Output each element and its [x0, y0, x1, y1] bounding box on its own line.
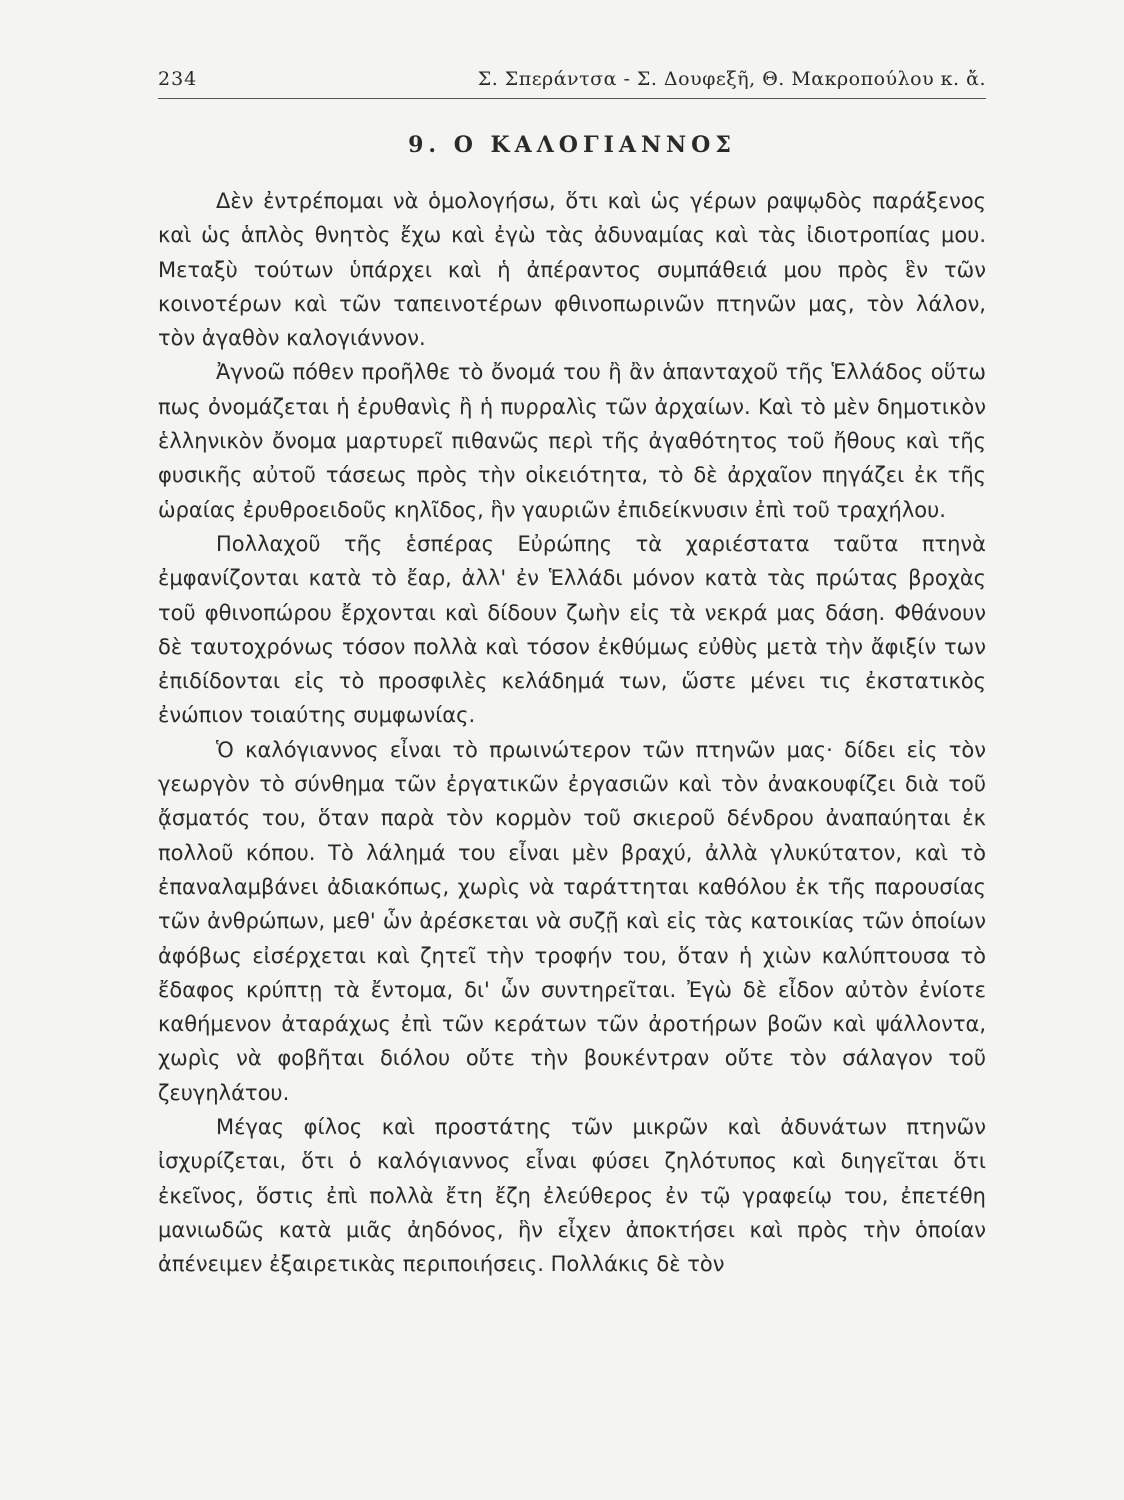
paragraph: Δὲν ἐντρέπομαι νὰ ὁμολογήσω, ὅτι καὶ ὡς γέρων ραψῳδὸς παράξενος καὶ ὡς ἁπλὸς θνητὸς ἔχω καὶ ἐγὼ τὰς ἀδυναμίας καὶ τὰς ἰδιοτροπίας μου. Μεταξὺ τούτων ὑπάρχει καὶ ἡ ἀπέραντος συμπάθειά μου πρὸς ἓν τῶν κοινοτέρων καὶ τῶν ταπεινοτέρων φθινοπωρινῶν πτηνῶν μας, τὸν λάλον, τὸν ἀγαθὸν καλογιάννον. — [158, 189, 986, 351]
paragraph: Πολλαχοῦ τῆς ἑσπέρας Εὐρώπης τὰ χαριέστατα ταῦτα πτηνὰ ἐμφανίζονται κατὰ τὸ ἔαρ, ἀλλ' ἐν Ἑλλάδι μόνον κατὰ τὰς πρώτας βροχὰς τοῦ φθινοπώρου ἔρχονται καὶ δίδουν ζωὴν εἰς τὰ νεκρά μας δάση. Φθάνουν δὲ ταυτοχρόνως τόσον πολλὰ καὶ τόσον ἐκθύμως εὐθὺς μετὰ τὴν ἄφιξίν των ἐπιδίδονται εἰς τὸ προσφιλὲς κελάδημά των, ὥστε μένει τις ἐκστατικὸς ἐνώπιον τοιαύτης συμφωνίας. — [158, 531, 986, 728]
running-head: Σ. Σπεράντσα - Σ. Δουφεξῆ, Θ. Μακροπούλου κ. ἄ. — [477, 68, 986, 90]
page-number: 234 — [158, 68, 198, 90]
body-text — [158, 184, 986, 1282]
chapter-title: 9. Ο ΚΑΛΟΓΙΑΝΝΟΣ — [408, 132, 736, 158]
paragraph: Μέγας φίλος καὶ προστάτης τῶν μικρῶν καὶ ἀδυνάτων πτηνῶν ἰσχυρίζεται, ὅτι ὁ καλόγιαννος εἶναι φύσει ζηλότυπος καὶ διηγεῖται ὅτι ἐκεῖνος, ὅστις ἐπὶ πολλὰ ἔτη ἔζη ἐλεύθερος ἐν τῷ γραφείῳ του, ἐπετέθη μανιωδῶς κατὰ μιᾶς ἀηδόνος, ἣν εἶχεν ἀποκτήσει καὶ πρὸς τὴν ὁποίαν ἀπένειμεν ἐξαιρετικὰς περιποιήσεις. Πολλάκις δὲ τὸν — [158, 1115, 986, 1277]
paragraph: Ὁ καλόγιαννος εἶναι τὸ πρωινώτερον τῶν πτηνῶν μας· δίδει εἰς τὸν γεωργὸν τὸ σύνθημα τῶν ἐργατικῶν ἐργασιῶν καὶ τὸν ἀνακουφίζει διὰ τοῦ ᾄσματός του, ὅταν παρὰ τὸν κορμὸν τοῦ σκιεροῦ δένδρου ἀναπαύηται ἐκ πολλοῦ κόπου. Τὸ λάλημά του εἶναι μὲν βραχύ, ἀλλὰ γλυκύτατον, καὶ τὸ ἐπαναλαμβάνει ἀδιακόπως, χωρὶς νὰ ταράττηται καθόλου ἐκ τῆς παρουσίας τῶν ἀνθρώπων, μεθ' ὧν ἀρέσκεται νὰ συζῇ καὶ εἰς τὰς κατοικίας τῶν ὁποίων ἀφόβως εἰσέρχεται καὶ ζητεῖ τὴν τροφήν του, ὅταν ἡ χιὼν καλύπτουσα τὸ ἔδαφος κρύπτῃ τὰ ἔντομα, δι' ὧν συντηρεῖται. Ἐγὼ δὲ εἶδον αὐτὸν ἐνίοτε καθήμενον ἀταράχως ἐπὶ τῶν κεράτων τῶν ἀροτήρων βοῶν καὶ ψάλλοντα, χωρὶς νὰ φοβῆται διόλου οὔτε τὴν βουκέντραν οὔτε τὸν σάλαγον τοῦ ζευγηλάτου. — [158, 737, 986, 1105]
paragraph: Ἀγνοῶ πόθεν προῆλθε τὸ ὄνομά του ἢ ἂν ἁπανταχοῦ τῆς Ἑλλάδος οὕτω πως ὀνομάζεται ἡ ἐρυθανὶς ἢ ἡ πυρραλὶς τῶν ἀρχαίων. Καὶ τὸ μὲν δημοτικὸν ἑλληνικὸν ὄνομα μαρτυρεῖ πιθανῶς περὶ τῆς ἀγαθότητος τοῦ ἤθους καὶ τῆς φυσικῆς αὐτοῦ τάσεως πρὸς τὴν οἰκειότητα, τὸ δὲ ἀρχαῖον πηγάζει ἐκ τῆς ὡραίας ἐρυθροειδοῦς κηλῖδος, ἣν γαυριῶν ἐπιδείκνυσιν ἐπὶ τοῦ τραχήλου. — [158, 360, 986, 522]
page-header — [158, 62, 986, 99]
